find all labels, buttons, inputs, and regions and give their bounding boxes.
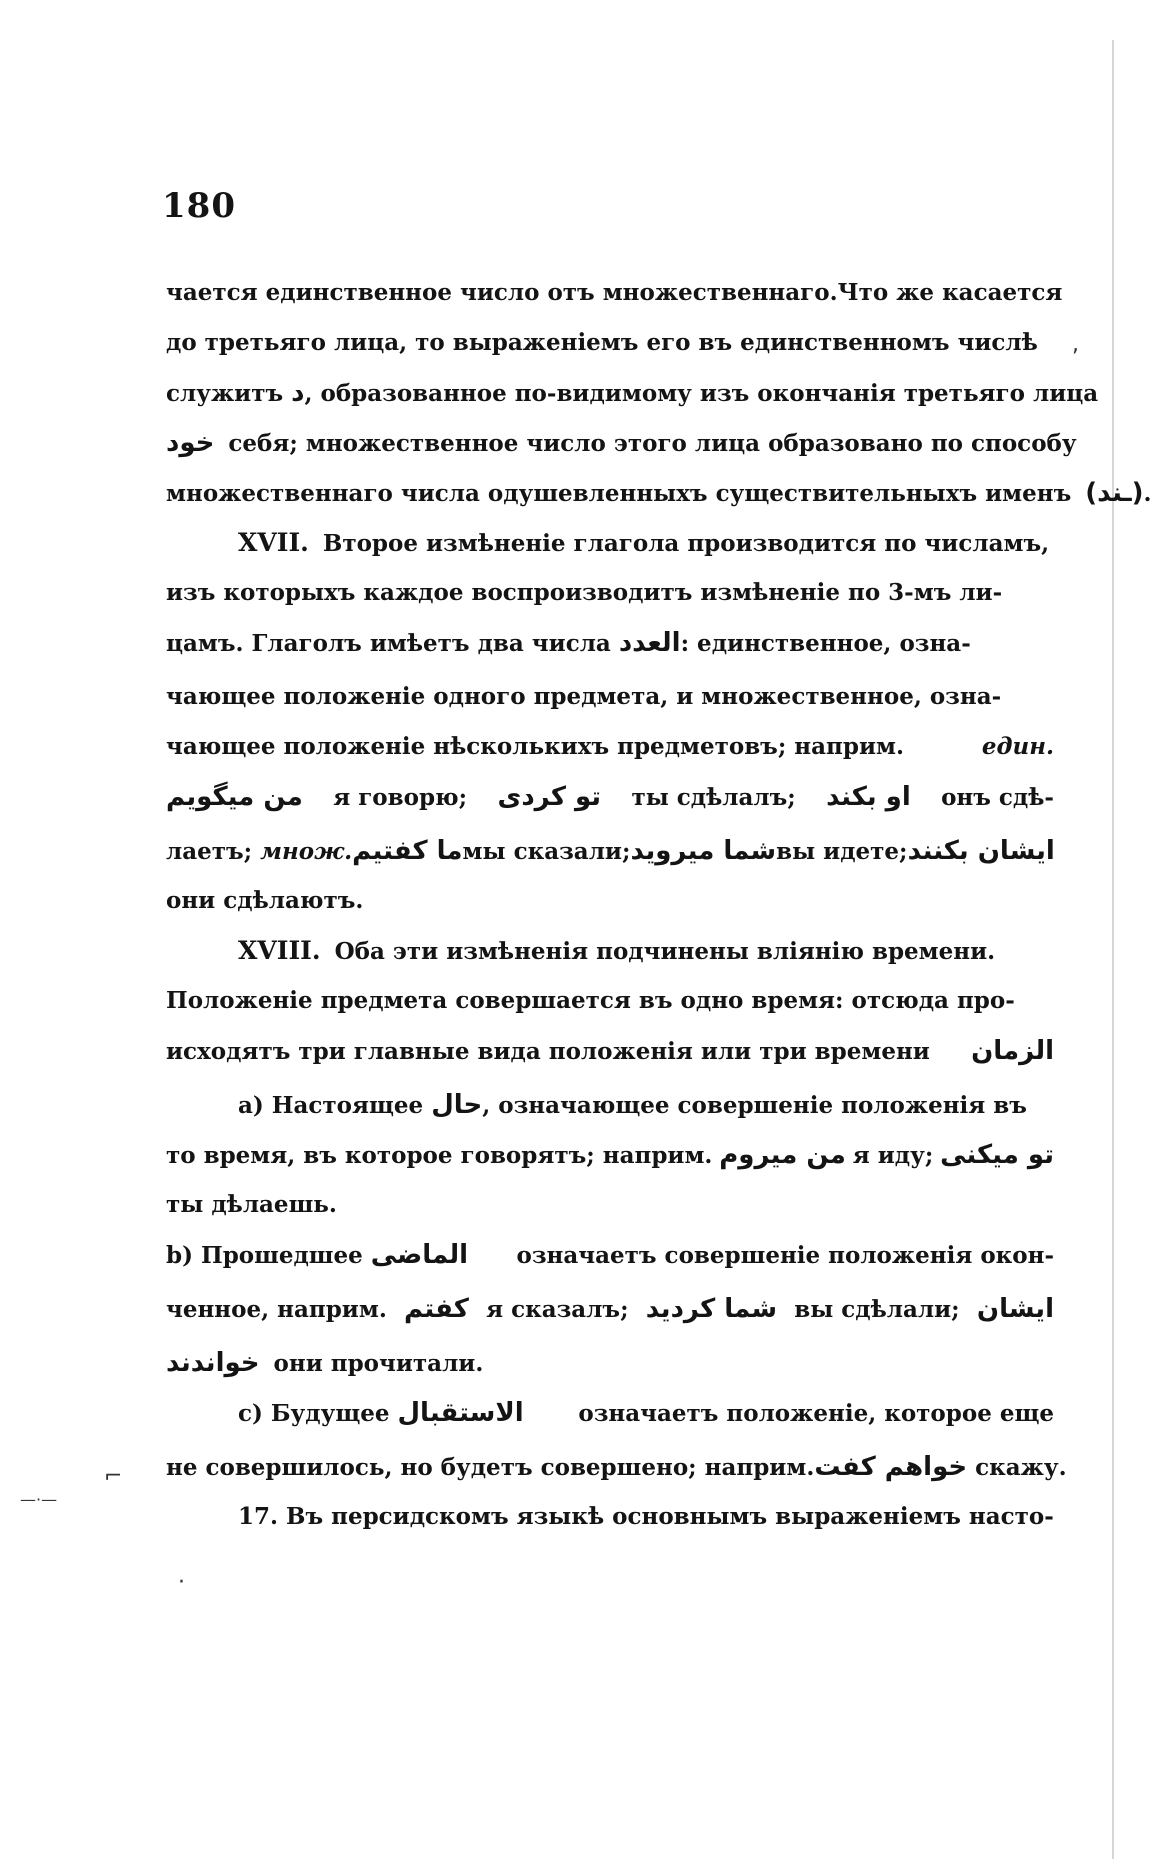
arabic-word: تو میکنی [940, 1140, 1054, 1170]
text-line-25 [166, 1492, 1054, 1542]
arabic-word: کفتم [404, 1294, 469, 1324]
text-segment: себя; множественное число этого лица образовано по способу [228, 430, 1077, 457]
text-line-24 [166, 1442, 1067, 1492]
text-segment: . [1143, 480, 1152, 507]
text-segment: изъ которыхъ каждое воспроизводитъ измѣненіе по 3-мъ ли- [166, 579, 1003, 606]
page-edge-line [1112, 40, 1114, 1859]
arabic-word: ما کفتیم [352, 836, 463, 866]
text-line-11 [166, 772, 1054, 826]
arabic-word: خواندند [166, 1348, 260, 1378]
text-line-23 [166, 1388, 1054, 1442]
text-line-10 [166, 722, 1054, 772]
arabic-word: حال [431, 1090, 483, 1120]
text-segment: не совершилось, но будетъ совершено; наприм. [166, 1454, 815, 1481]
text-segment: , образованное по-видимому изъ окончанія третьяго лица [304, 380, 1099, 407]
text-segment: ты сдѣлалъ; [631, 784, 796, 811]
text-line-14 [166, 926, 1054, 976]
text-segment: c) Будущее [238, 1400, 390, 1427]
text-segment: то время, въ которое говорятъ; наприм. [166, 1142, 713, 1169]
text-segment: ты дѣлаешь. [166, 1191, 337, 1218]
text-line-9 [166, 672, 1054, 722]
text-segment: 17. Въ персидскомъ языкѣ основнымъ выраженіемъ насто- [238, 1503, 1054, 1530]
text-line-6 [166, 518, 1054, 568]
text-segment: a) Настоящее [238, 1092, 424, 1119]
italic-label: множ. [260, 838, 353, 865]
arabic-word: ایشان [976, 1294, 1054, 1324]
text-segment: означаетъ совершеніе положенія окон- [516, 1242, 1054, 1269]
text-line-2 [166, 318, 1054, 368]
text-segment [1085, 468, 1151, 519]
text-line-19 [166, 1180, 1054, 1230]
text-segment [166, 827, 352, 877]
text-segment: цамъ. Глаголъ имѣетъ два числа [166, 630, 611, 657]
text-line-13 [166, 876, 1054, 926]
text-line-8 [166, 618, 1054, 672]
text-segment: они сдѣлаютъ. [166, 887, 364, 914]
margin-dot-mark: · [178, 1570, 185, 1595]
text-segment [238, 1080, 1027, 1131]
text-segment: вы идете; [776, 838, 908, 865]
text-segment: лаетъ; [166, 838, 253, 865]
text-segment: : единственное, озна- [680, 630, 971, 657]
arabic-word: شما کردید [645, 1294, 778, 1324]
margin-comma-mark: , [1072, 332, 1079, 357]
text-segment: Положеніе предмета совершается въ одно время: отсюда про- [166, 987, 1015, 1014]
text-line-4 [166, 418, 1077, 468]
arabic-word: خود [166, 428, 215, 458]
arabic-word: شما میروید [630, 836, 777, 866]
body-text [166, 268, 1152, 1542]
text-segment [238, 1388, 524, 1439]
text-segment: служитъ [166, 380, 284, 407]
text-segment: исходятъ три главные вида положенія или три времени [166, 1038, 930, 1065]
arabic-word: من میگویم [166, 782, 303, 812]
text-segment: они прочитали. [273, 1350, 484, 1377]
arabic-word: خواهم کفت [814, 1452, 968, 1482]
arabic-word: الاستقبال [397, 1398, 524, 1428]
text-line-3 [166, 368, 1099, 418]
text-segment: Что же касается [837, 279, 1063, 306]
text-segment: ченное, наприм. [166, 1296, 387, 1323]
text-segment [166, 618, 971, 669]
arabic-word: (ـند) [1085, 478, 1144, 508]
text-segment [814, 1442, 1066, 1493]
text-segment: чающее положеніе нѣсколькихъ предметовъ; наприм. [166, 733, 905, 760]
text-segment: множественнаго числа одушевленныхъ существительныхъ именъ [166, 480, 1072, 507]
margin-dash-mark: ⌐ [104, 1464, 123, 1489]
arabic-word: الزمان [971, 1036, 1054, 1066]
text-line-17 [166, 1080, 1054, 1130]
text-line-20 [166, 1230, 1054, 1284]
text-line-12 [166, 826, 1054, 876]
text-line-15 [166, 976, 1054, 1026]
text-segment: Оба эти измѣненія подчинены вліянію времени. [334, 938, 996, 965]
arabic-word: العدد [618, 628, 681, 658]
text-segment: , означающее совершеніе положенія въ [482, 1092, 1027, 1119]
arabic-word: ایشان بکنند [907, 836, 1055, 866]
text-segment [166, 368, 1098, 419]
text-segment: онъ сдѣ- [941, 784, 1054, 811]
text-line-1 [166, 268, 1063, 318]
text-segment: Второе измѣненіе глагола производится по числамъ, [322, 530, 1050, 557]
text-segment [166, 1230, 468, 1281]
margin-dash-mark-2: —·— [20, 1490, 58, 1509]
arabic-word: تو کردی [497, 782, 602, 812]
arabic-word: او بکند [826, 782, 911, 812]
text-segment: чается единственное число отъ множественнаго. [166, 279, 838, 306]
page-number: 180 [162, 186, 236, 226]
text-segment: мы сказали; [462, 838, 631, 865]
arabic-word: الماضی [370, 1240, 469, 1270]
text-segment: b) Прошедшее [166, 1242, 363, 1269]
text-segment: я говорю; [333, 784, 468, 811]
text-segment: я иду; [852, 1142, 934, 1169]
italic-label: един. [981, 733, 1054, 760]
text-line-7 [166, 568, 1054, 618]
arabic-word: من میروم [719, 1140, 846, 1170]
section-heading-xviii: XVIII. [238, 936, 321, 965]
arabic-word: د [291, 378, 305, 408]
text-segment: я сказалъ; [486, 1296, 629, 1323]
text-segment: означаетъ положеніе, которое еще [578, 1400, 1054, 1427]
text-line-5 [166, 468, 1152, 518]
text-line-22 [166, 1338, 1054, 1388]
section-heading-xvii: XVII. [238, 528, 309, 557]
text-segment: до третьяго лица, то выраженіемъ его въ единственномъ числѣ [166, 329, 1038, 356]
text-segment: чающее положеніе одного предмета, и множественное, озна- [166, 683, 1002, 710]
text-line-21 [166, 1284, 1054, 1338]
text-line-18 [166, 1130, 1054, 1180]
text-line-16 [166, 1026, 1054, 1080]
text-segment: скажу. [975, 1454, 1067, 1481]
text-segment: вы сдѣлали; [794, 1296, 960, 1323]
